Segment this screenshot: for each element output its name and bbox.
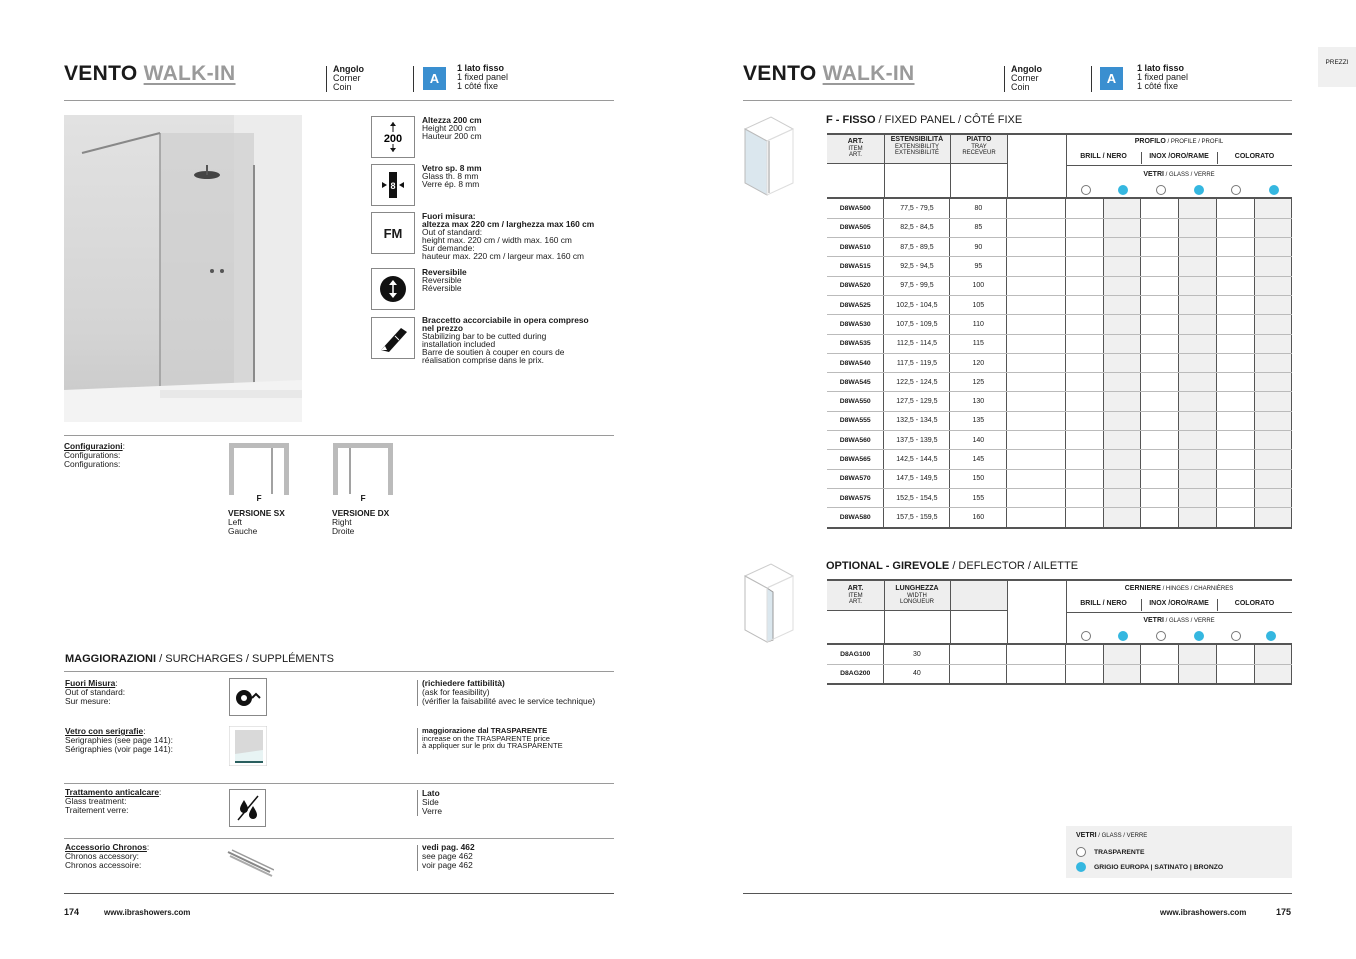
extensibility-range: 132,5 - 134,5 — [884, 411, 950, 430]
item-code: D8WA580 — [827, 508, 884, 527]
price-cell — [1141, 508, 1179, 527]
price-cell — [1066, 276, 1104, 295]
table-row — [827, 645, 1292, 664]
price-cell — [1141, 199, 1179, 218]
price-cell — [1255, 411, 1292, 430]
extensibility-range: 117,5 - 119,5 — [884, 353, 950, 372]
price-cell — [1066, 469, 1104, 488]
price-cell — [1104, 257, 1141, 276]
price-cell — [1254, 645, 1291, 664]
price-cell — [1141, 257, 1179, 276]
price-cell — [1217, 450, 1255, 469]
finish-colorato: COLORATO — [1234, 153, 1275, 160]
price-cell — [1179, 431, 1217, 450]
config-sx-diagram — [228, 442, 290, 496]
table-row — [827, 664, 1292, 683]
price-cell — [1217, 664, 1255, 683]
price-cell — [1066, 488, 1104, 507]
panel-label: 1 lato fisso 1 fixed panel 1 côté fixe — [457, 63, 509, 91]
glass-subheader: VETRI / GLASS / VERRE — [1143, 171, 1215, 178]
price-cell — [1255, 295, 1292, 314]
price-cell — [1104, 238, 1141, 257]
spec-reversible: Reversibile Reversible Réversible — [422, 267, 467, 293]
extensibility-range: 122,5 - 124,5 — [884, 373, 950, 392]
price-cell — [1217, 469, 1255, 488]
opt-radio-brill-trasparente[interactable] — [1081, 631, 1091, 641]
product-photo — [64, 115, 302, 422]
right-page-title: VENTO WALK-IN — [743, 62, 915, 85]
price-cell — [1007, 218, 1066, 237]
svg-text:200: 200 — [383, 133, 403, 145]
item-code: D8WA565 — [827, 450, 884, 469]
price-cell — [1179, 411, 1217, 430]
tray-size: 130 — [950, 392, 1007, 411]
opt-radio-colorato-trasparente[interactable] — [1231, 631, 1241, 641]
price-cell — [1066, 508, 1104, 527]
table-row — [827, 238, 1292, 257]
length-value: 40 — [884, 664, 950, 683]
price-cell — [1141, 218, 1179, 237]
deflector-price-table — [827, 645, 1292, 684]
price-cell — [1066, 411, 1104, 430]
price-cell — [1217, 295, 1255, 314]
price-cell — [1179, 238, 1217, 257]
price-cell — [1007, 431, 1066, 450]
price-cell — [1066, 353, 1104, 372]
price-cell — [1007, 373, 1066, 392]
price-cell — [1179, 353, 1217, 372]
col-art-header: ART. ITEM ART. — [847, 138, 864, 158]
item-code: D8WA535 — [827, 334, 884, 353]
price-cell — [1007, 199, 1066, 218]
price-cell — [1141, 295, 1179, 314]
length-value: 30 — [884, 645, 950, 664]
type-label: Angolo Corner Coin — [333, 64, 364, 92]
tray-size: 95 — [950, 257, 1007, 276]
price-cell — [1217, 411, 1255, 430]
optional-title: OPTIONAL - GIREVOLE / DEFLECTOR / AILETTE — [826, 560, 1079, 572]
item-code: D8WA525 — [827, 295, 884, 314]
extensibility-range: 112,5 - 114,5 — [884, 334, 950, 353]
config-dx-letter: F — [360, 493, 366, 503]
item-code: D8WA575 — [827, 488, 884, 507]
tray-size: 105 — [950, 295, 1007, 314]
price-cell — [1179, 645, 1217, 664]
price-cell — [1007, 645, 1066, 664]
price-cell — [1066, 392, 1104, 411]
col-extensibility-header: ESTENSIBILITÀ EXTENSIBILITY EXTENSIBILITÉ — [890, 136, 944, 156]
price-cell — [1255, 431, 1292, 450]
item-code: D8WA550 — [827, 392, 884, 411]
price-cell — [1104, 218, 1141, 237]
config-sx-label: VERSIONE SX Left Gauche — [228, 508, 285, 536]
price-cell — [1141, 238, 1179, 257]
svg-text:8: 8 — [390, 181, 396, 191]
price-cell — [1141, 334, 1179, 353]
price-cell — [1255, 392, 1292, 411]
opt-finish-colorato: COLORATO — [1234, 600, 1275, 607]
price-cell — [1217, 353, 1255, 372]
finish-brill-nero: BRILL / NERO — [1080, 153, 1127, 160]
glass-8mm-icon — [371, 164, 415, 206]
price-cell — [1066, 199, 1104, 218]
config-dx-label: VERSIONE DX Right Droite — [332, 508, 390, 536]
config-dx-diagram — [332, 442, 394, 496]
anti-limescale-icon — [229, 789, 266, 827]
table-row — [827, 450, 1292, 469]
tray-size: 140 — [950, 431, 1007, 450]
right-page-number: 175 — [1276, 907, 1292, 917]
price-cell — [1104, 295, 1141, 314]
item-code: D8AG100 — [827, 645, 884, 664]
item-code: D8WA510 — [827, 238, 884, 257]
price-cell — [1066, 373, 1104, 392]
fixed-panel-price-table — [827, 199, 1292, 528]
price-cell — [1066, 334, 1104, 353]
left-page-title: VENTO WALK-IN — [64, 62, 236, 85]
radio-brill-trasparente[interactable] — [1081, 185, 1091, 195]
shower-render-icon — [64, 115, 302, 422]
tray-size: 125 — [950, 373, 1007, 392]
price-cell — [1217, 488, 1255, 507]
price-cell — [1007, 664, 1066, 683]
tray-size: 90 — [950, 238, 1007, 257]
price-cell — [1104, 276, 1141, 295]
price-cell — [1255, 488, 1292, 507]
radio-colorato-colored[interactable] — [1269, 185, 1279, 195]
price-cell — [1217, 238, 1255, 257]
price-cell — [1066, 431, 1104, 450]
price-cell — [1066, 218, 1104, 237]
item-code: D8WA530 — [827, 315, 884, 334]
price-cell — [1007, 508, 1066, 527]
price-cell — [1104, 508, 1141, 527]
price-cell — [1104, 315, 1141, 334]
table-row — [827, 257, 1292, 276]
price-cell — [950, 645, 1007, 664]
price-cell — [1217, 315, 1255, 334]
price-cell — [1217, 645, 1255, 664]
left-website-link[interactable]: www.ibrashowers.com — [104, 908, 191, 917]
deflector-diagram — [743, 562, 795, 646]
price-cell — [1141, 392, 1179, 411]
price-cell — [1179, 469, 1217, 488]
spec-out-of-standard: Fuori misura: altezza max 220 cm / larghezza max 160 cm Out of standard: height max. 220 cm / width max. 160 cm Sur demande: hauteur max. 220 cm / largeur max. 160 cm — [422, 211, 595, 261]
extensibility-range: 147,5 - 149,5 — [884, 469, 950, 488]
price-cell — [950, 664, 1007, 683]
price-cell — [1104, 488, 1141, 507]
serigraphy-glass-icon — [229, 726, 267, 766]
price-cell — [1141, 664, 1179, 683]
col-tray-header: PIATTO TRAY RECEVEUR — [962, 136, 996, 156]
price-cell — [1141, 315, 1179, 334]
item-code: D8WA520 — [827, 276, 884, 295]
extensibility-range: 157,5 - 159,5 — [884, 508, 950, 527]
price-cell — [1104, 664, 1141, 683]
right-badge-a: A — [1100, 67, 1123, 90]
tray-size: 100 — [950, 276, 1007, 295]
table-row — [827, 392, 1292, 411]
item-code: D8WA560 — [827, 431, 884, 450]
extensibility-range: 82,5 - 84,5 — [884, 218, 950, 237]
finish-inox-oro-rame: INOX /ORO/RAME — [1149, 153, 1209, 160]
price-cell — [1141, 488, 1179, 507]
price-cell — [1104, 469, 1141, 488]
opt-col-length-header: LUNGHEZZA WIDTH LONGUEUR — [895, 585, 939, 605]
table-row — [827, 295, 1292, 314]
table-row — [827, 469, 1292, 488]
price-cell — [1179, 508, 1217, 527]
extensibility-range: 92,5 - 94,5 — [884, 257, 950, 276]
item-code: D8WA500 — [827, 199, 884, 218]
table-row — [827, 276, 1292, 295]
price-cell — [1179, 664, 1217, 683]
tray-size: 135 — [950, 411, 1007, 430]
fixed-panel-title: F - FISSO / FIXED PANEL / CÔTÉ FIXE — [826, 114, 1023, 126]
price-cell — [1255, 199, 1292, 218]
opt-radio-inox-trasparente[interactable] — [1156, 631, 1166, 641]
tray-size: 120 — [950, 353, 1007, 372]
item-code: D8WA570 — [827, 469, 884, 488]
opt-radio-inox-colored[interactable] — [1194, 631, 1204, 641]
price-cell — [1066, 295, 1104, 314]
radio-inox-trasparente[interactable] — [1156, 185, 1166, 195]
radio-inox-colored[interactable] — [1194, 185, 1204, 195]
price-cell — [1104, 353, 1141, 372]
price-cell — [1007, 295, 1066, 314]
glass-legend: VETRI / GLASS / VERRE TRASPARENTE GRIGIO EUROPA | SATINATO | BRONZO — [1066, 826, 1292, 878]
price-cell — [1104, 431, 1141, 450]
table-row — [827, 508, 1292, 527]
price-cell — [1217, 373, 1255, 392]
legend-trasparente: TRASPARENTE — [1094, 849, 1145, 856]
opt-radio-brill-colored[interactable] — [1118, 631, 1128, 641]
price-cell — [1104, 334, 1141, 353]
price-cell — [1066, 645, 1104, 664]
price-cell — [1217, 508, 1255, 527]
price-cell — [1179, 334, 1217, 353]
price-cell — [1104, 373, 1141, 392]
price-cell — [1007, 353, 1066, 372]
extensibility-range: 87,5 - 89,5 — [884, 238, 950, 257]
height-200-icon — [371, 116, 415, 158]
opt-finish-brill-nero: BRILL / NERO — [1080, 600, 1127, 607]
price-cell — [1255, 353, 1292, 372]
table-row — [827, 488, 1292, 507]
price-cell — [1007, 238, 1066, 257]
tray-size: 155 — [950, 488, 1007, 507]
price-cell — [1066, 238, 1104, 257]
price-cell — [1255, 508, 1292, 527]
price-cell — [1217, 199, 1255, 218]
price-cell — [1104, 199, 1141, 218]
spec-glass: Vetro sp. 8 mm Glass th. 8 mm Verre ép. 8 mm — [422, 163, 482, 189]
surcharges-title: MAGGIORAZIONI / SURCHARGES / SUPPLÉMENTS — [65, 653, 334, 665]
table-row — [827, 334, 1292, 353]
table-row — [827, 431, 1292, 450]
price-cell — [1141, 469, 1179, 488]
price-cell — [1255, 218, 1292, 237]
config-sx-letter: F — [256, 493, 262, 503]
price-cell — [1217, 334, 1255, 353]
radio-brill-colored[interactable] — [1118, 185, 1128, 195]
price-cell — [1217, 431, 1255, 450]
opt-col-art-header: ART. ITEM ART. — [847, 585, 864, 605]
spec-height: Altezza 200 cm Height 200 cm Hauteur 200 cm — [422, 115, 482, 141]
opt-radio-colorato-colored[interactable] — [1266, 631, 1276, 641]
hinges-header: CERNIERE / HINGES / CHARNIÈRES — [1124, 585, 1234, 592]
price-cell — [1007, 276, 1066, 295]
price-cell — [1007, 450, 1066, 469]
table-row — [827, 218, 1292, 237]
price-cell — [1141, 353, 1179, 372]
reversible-icon — [371, 268, 415, 310]
price-cell — [1179, 276, 1217, 295]
left-page-number: 174 — [64, 907, 80, 917]
price-cell — [1104, 450, 1141, 469]
price-cell — [1007, 257, 1066, 276]
table-row — [827, 353, 1292, 372]
price-cell — [1255, 276, 1292, 295]
price-cell — [1179, 392, 1217, 411]
opt-finish-inox-oro-rame: INOX /ORO/RAME — [1149, 600, 1209, 607]
price-cell — [1255, 257, 1292, 276]
extensibility-range: 137,5 - 139,5 — [884, 431, 950, 450]
price-cell — [1007, 488, 1066, 507]
table-row — [827, 411, 1292, 430]
price-cell — [1141, 373, 1179, 392]
price-cell — [1066, 315, 1104, 334]
price-cell — [1141, 276, 1179, 295]
tray-size: 145 — [950, 450, 1007, 469]
configurations-label: Configurazioni: Configurations: Configurations: — [64, 441, 125, 469]
item-code: D8WA545 — [827, 373, 884, 392]
price-cell — [1179, 199, 1217, 218]
price-cell — [1255, 315, 1292, 334]
extensibility-range: 152,5 - 154,5 — [884, 488, 950, 507]
extensibility-range: 102,5 - 104,5 — [884, 295, 950, 314]
price-cell — [1179, 315, 1217, 334]
tray-size: 160 — [950, 508, 1007, 527]
table-row — [827, 199, 1292, 218]
price-cell — [1066, 664, 1104, 683]
legend-trasparente-swatch — [1076, 847, 1086, 857]
price-cell — [1141, 411, 1179, 430]
extensibility-range: 77,5 - 79,5 — [884, 199, 950, 218]
tape-measure-icon — [229, 678, 267, 716]
price-cell — [1141, 431, 1179, 450]
price-cell — [1179, 488, 1217, 507]
price-cell — [1255, 469, 1292, 488]
price-cell — [1254, 664, 1291, 683]
item-code: D8WA515 — [827, 257, 884, 276]
price-cell — [1217, 218, 1255, 237]
extensibility-range: 142,5 - 144,5 — [884, 450, 950, 469]
right-panel-label: 1 lato fisso 1 fixed panel 1 côté fixe — [1137, 63, 1189, 91]
price-cell — [1217, 392, 1255, 411]
tray-size: 110 — [950, 315, 1007, 334]
price-cell — [1104, 392, 1141, 411]
legend-colored: GRIGIO EUROPA | SATINATO | BRONZO — [1094, 864, 1224, 871]
right-website-link[interactable]: www.ibrashowers.com — [1160, 908, 1247, 917]
tray-size: 150 — [950, 469, 1007, 488]
price-cell — [1179, 373, 1217, 392]
extensibility-range: 97,5 - 99,5 — [884, 276, 950, 295]
saw-icon — [371, 317, 415, 359]
price-cell — [1255, 334, 1292, 353]
profile-header: PROFILO / PROFILE / PROFIL — [1134, 138, 1224, 145]
price-cell — [1179, 295, 1217, 314]
price-cell — [1141, 450, 1179, 469]
price-cell — [1141, 645, 1179, 664]
prezzi-tab[interactable]: PREZZI — [1318, 47, 1356, 87]
legend-colored-swatch — [1076, 862, 1086, 872]
price-cell — [1255, 450, 1292, 469]
price-cell — [1066, 257, 1104, 276]
fixed-panel-diagram — [743, 115, 795, 197]
item-code: D8WA555 — [827, 411, 884, 430]
price-cell — [1104, 411, 1141, 430]
tray-size: 80 — [950, 199, 1007, 218]
item-code: D8AG200 — [827, 664, 884, 683]
tray-size: 115 — [950, 334, 1007, 353]
table-row — [827, 315, 1292, 334]
price-cell — [1179, 450, 1217, 469]
right-type-label: Angolo Corner Coin — [1011, 64, 1042, 92]
radio-colorato-trasparente[interactable] — [1231, 185, 1241, 195]
extensibility-range: 107,5 - 109,5 — [884, 315, 950, 334]
price-cell — [1007, 315, 1066, 334]
badge-a: A — [423, 67, 446, 90]
item-code: D8WA505 — [827, 218, 884, 237]
chronos-bars-icon — [226, 848, 274, 878]
table-row — [827, 373, 1292, 392]
price-cell — [1104, 645, 1141, 664]
price-cell — [1255, 238, 1292, 257]
item-code: D8WA540 — [827, 353, 884, 372]
price-cell — [1066, 450, 1104, 469]
extensibility-range: 127,5 - 129,5 — [884, 392, 950, 411]
opt-glass-subheader: VETRI / GLASS / VERRE — [1143, 617, 1215, 624]
price-cell — [1007, 469, 1066, 488]
spec-stabilizing-bar: Braccetto accorciabile in opera compreso nel prezzo Stabilizing bar to be cutted during installation included Barre de soutien à couper en cours de réalisation comprise dans le prix. — [422, 315, 589, 365]
price-cell — [1179, 257, 1217, 276]
price-cell — [1179, 218, 1217, 237]
price-cell — [1217, 276, 1255, 295]
price-cell — [1217, 257, 1255, 276]
tray-size: 85 — [950, 218, 1007, 237]
price-cell — [1007, 334, 1066, 353]
price-cell — [1255, 373, 1292, 392]
price-cell — [1007, 392, 1066, 411]
price-cell — [1007, 411, 1066, 430]
fm-icon: FM — [371, 212, 415, 254]
